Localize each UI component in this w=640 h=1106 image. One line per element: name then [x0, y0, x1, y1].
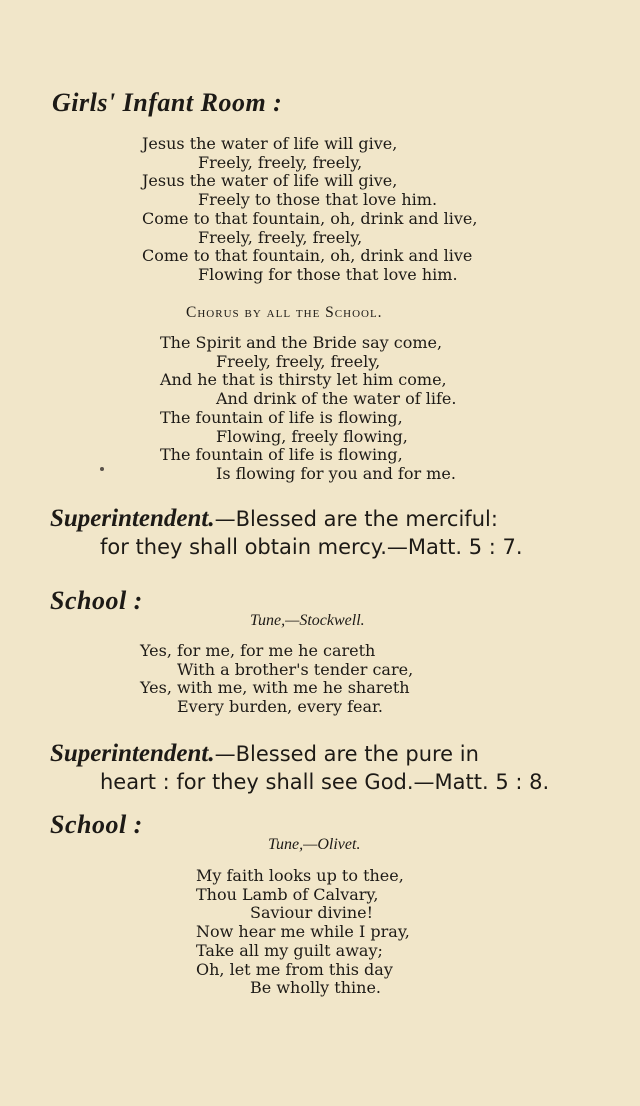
verse-line: The Spirit and the Bride say come, [160, 333, 443, 352]
verse-line: With a brother's tender care, [177, 659, 414, 679]
section-heading-school: School : [50, 586, 143, 615]
verse-line: Be wholly thine. [250, 978, 382, 998]
verse-line: Every burden, every fear. [177, 697, 383, 717]
verse-line: Come to that fountain, oh, drink and live, [142, 208, 478, 228]
verse-line: Come to that fountain, oh, drink and live [142, 246, 473, 266]
speaker-label: Superintendent. [50, 740, 215, 767]
superintendent-response-pure [50, 740, 549, 796]
tune-name: Tune,—Olivet. [268, 836, 361, 853]
chorus-caption: Chorus by all the School. [186, 304, 383, 321]
verse-line: Flowing, freely flowing, [216, 426, 408, 446]
verse-line: Now hear me while I pray, [196, 922, 410, 942]
tune-name: Tune,—Stockwell. [250, 612, 365, 629]
verse-line: Jesus the water of life will give, [142, 134, 398, 153]
verse-line: My faith looks up to thee, [196, 866, 404, 885]
verse-line: Freely, freely, freely, [198, 152, 363, 172]
verse-line: Saviour divine! [250, 903, 374, 923]
verse-line: Yes, with me, with me he shareth [140, 678, 410, 698]
verse-line: Freely to those that love him. [198, 190, 438, 210]
section-heading-school: School : [50, 810, 143, 839]
verse-line: Yes, for me, for me he careth [140, 641, 376, 660]
verse-line: Thou Lamb of Calvary, [196, 884, 379, 904]
response-line: —Blessed are the merciful: [214, 507, 498, 531]
superintendent-response-merciful [50, 505, 523, 561]
speaker-label: Superintendent. [50, 505, 215, 532]
section-heading-girls-infant-room: Girls' Infant Room : [52, 88, 283, 117]
hymn-verse-stockwell [140, 642, 413, 717]
verse-line: And he that is thirsty let him come, [160, 370, 447, 390]
response-line: for they shall obtain mercy.—Matt. 5 : 7. [100, 535, 523, 559]
verse-line: Oh, let me from this day [196, 959, 393, 979]
verse-line: The fountain of life is flowing, [160, 445, 403, 465]
response-line: heart : for they shall see God.—Matt. 5 : 8. [100, 770, 550, 794]
verse-line: Freely, freely, freely, [198, 227, 363, 247]
chorus-verse [160, 334, 456, 484]
hymn-verse-water-of-life [142, 135, 477, 285]
hymn-verse-olivet [196, 867, 410, 998]
verse-line: Flowing for those that love him. [198, 264, 458, 284]
verse-line: And drink of the water of life. [216, 389, 457, 409]
page-speck [100, 467, 104, 471]
verse-line: Jesus the water of life will give, [142, 171, 398, 191]
verse-line: Freely, freely, freely, [216, 351, 381, 371]
verse-line: Is flowing for you and for me. [216, 463, 456, 483]
verse-line: Take all my guilt away; [196, 940, 383, 960]
response-line: —Blessed are the pure in [214, 742, 479, 766]
verse-line: The fountain of life is flowing, [160, 407, 403, 427]
